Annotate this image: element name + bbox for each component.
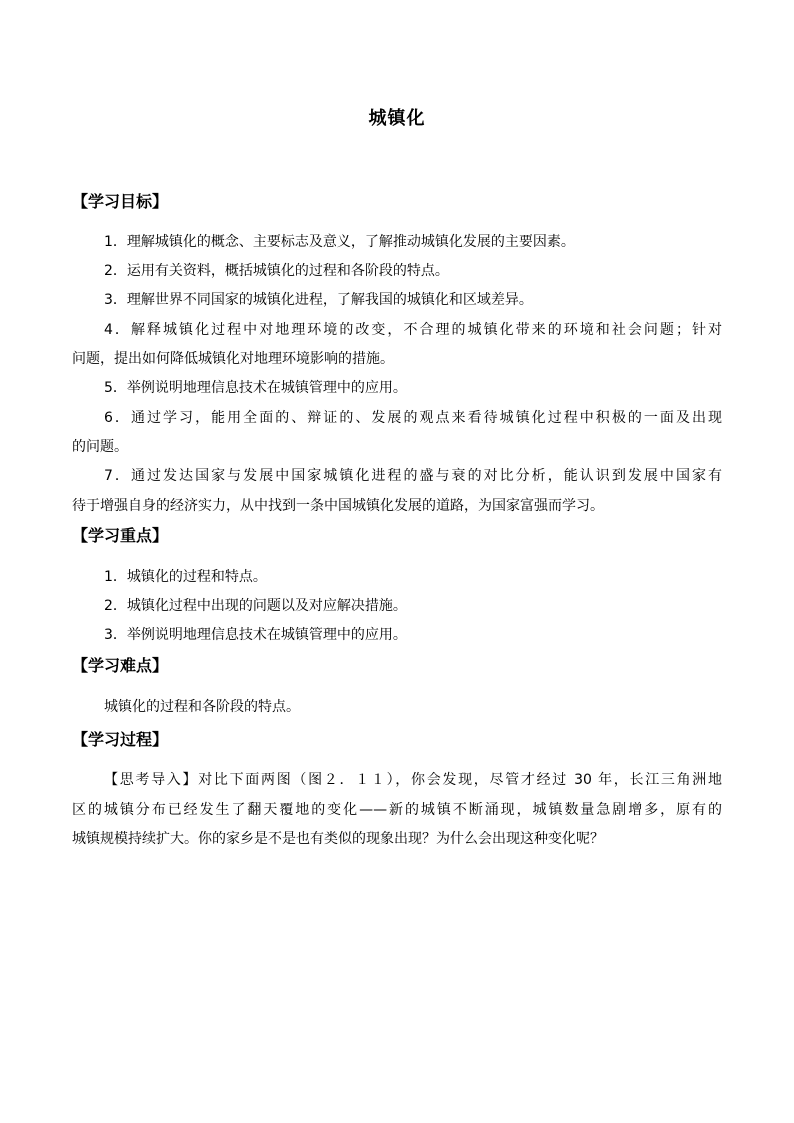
difficulty-line: 城镇化的过程和各阶段的特点。 (104, 699, 300, 715)
page-title: 城镇化 (368, 108, 426, 129)
heading-learning-process: 【学习过程】 (72, 730, 169, 749)
heading-difficulties: 【学习难点】 (72, 656, 169, 675)
objective-line: 4．解释城镇化过程中对地理环境的改变，不合理的城镇化带来的环境和社会问题；针对 (104, 322, 722, 338)
process-line: 城镇规模持续扩大。你的家乡是不是也有类似的现象出现？为什么会出现这种变化呢？ (72, 831, 604, 847)
objective-line: 3．理解世界不同国家的城镇化进程，了解我国的城镇化和区域差异。 (104, 292, 533, 308)
objective-line: 7．通过发达国家与发展中国家城镇化进程的盛与衰的对比分析，能认识到发展中国家有 (104, 468, 722, 484)
process-line: 区的城镇分布已经发生了翻天覆地的变化——新的城镇不断涌现，城镇数量急剧增多，原有的 (72, 802, 722, 818)
process-line: 【思考导入】对比下面两图（图２．１１），你会发现，尽管才经过 30 年，长江三角洲地 (104, 772, 722, 788)
heading-key-points: 【学习重点】 (72, 526, 169, 545)
objective-line: 1．理解城镇化的概念、主要标志及意义，了解推动城镇化发展的主要因素。 (104, 234, 575, 250)
key-point-line: 1．城镇化的过程和特点。 (104, 569, 267, 585)
objective-line: 问题，提出如何降低城镇化对地理环境影响的措施。 (72, 351, 394, 367)
key-point-line: 2．城镇化过程中出现的问题以及对应解决措施。 (104, 598, 407, 614)
objective-line: 待于增强自身的经济实力，从中找到一条中国城镇化发展的道路，为国家富强而学习。 (72, 498, 604, 514)
objective-line: 2．运用有关资料，概括城镇化的过程和各阶段的特点。 (104, 263, 449, 279)
objective-line: 的问题。 (72, 439, 128, 455)
objective-line: 5．举例说明地理信息技术在城镇管理中的应用。 (104, 380, 407, 396)
objective-line: 6．通过学习，能用全面的、辩证的、发展的观点来看待城镇化过程中积极的一面及出现 (104, 410, 722, 426)
heading-learning-objectives: 【学习目标】 (72, 192, 169, 211)
key-point-line: 3．举例说明地理信息技术在城镇管理中的应用。 (104, 627, 407, 643)
